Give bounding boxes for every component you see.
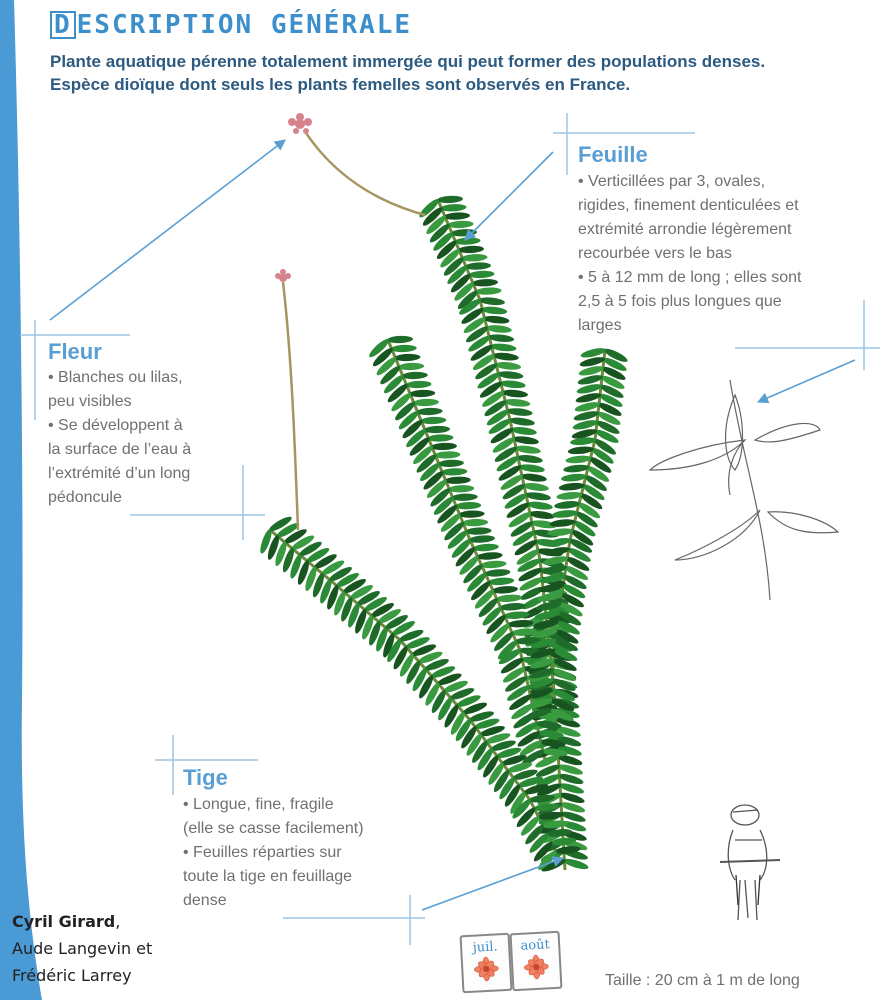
flower-peduncle	[304, 130, 425, 215]
flower-icon	[463, 954, 511, 986]
tige-line: dense	[183, 892, 227, 909]
credit-author-main: Cyril Girard	[12, 912, 116, 931]
leaf-detail-sketch	[650, 380, 838, 600]
feuille-line: larges	[578, 317, 622, 334]
feuille-line: • 5 à 12 mm de long ; elles sont	[578, 269, 802, 286]
feuille-text	[578, 170, 802, 338]
intro-line: Plante aquatique pérenne totalement immergée qui peut former des populations denses.	[50, 52, 766, 71]
size-text: Taille : 20 cm à 1 m de long	[605, 972, 800, 989]
fleur-line: peu visibles	[48, 393, 132, 410]
tige-text	[183, 793, 364, 913]
fleur-heading: Fleur	[48, 339, 102, 364]
feuille-heading: Feuille	[578, 142, 648, 167]
feuille-line: rigides, finement denticulées et	[578, 197, 799, 214]
fleur-text	[48, 366, 191, 510]
tige-line: toute la tige en feuillage	[183, 868, 353, 885]
feuille-line: recourbée vers le bas	[578, 245, 732, 262]
intro-line: Espèce dioïque dont seuls les plants femelles sont observés en France.	[50, 75, 631, 94]
human-scale-sketch	[720, 805, 780, 920]
fleur-line: • Blanches ou lilas,	[48, 369, 183, 386]
flowering-month-august	[510, 931, 563, 992]
title-initial: D	[50, 11, 76, 39]
fleur-line: la surface de l’eau à	[48, 441, 192, 458]
month-label: juil.	[472, 939, 498, 956]
flower-icon	[275, 269, 291, 282]
credit-line: Aude Langevin et	[12, 939, 153, 958]
feuille-line: • Verticillées par 3, ovales,	[578, 173, 766, 190]
tige-line: • Longue, fine, fragile	[183, 796, 334, 813]
fleur-line: l’extrémité d’un long	[48, 465, 191, 482]
tige-heading: Tige	[183, 765, 228, 790]
title-rest: ESCRIPTION GÉNÉRALE	[76, 10, 413, 40]
credits	[12, 908, 152, 989]
feuille-line: 2,5 à 5 fois plus longues que	[578, 293, 782, 310]
credit-sep: ,	[115, 912, 121, 931]
tige-line: • Feuilles réparties sur	[183, 844, 342, 861]
tige-line: (elle se casse facilement)	[183, 820, 364, 837]
plant-leaves	[258, 195, 629, 874]
fleur-line: • Se développent à	[48, 417, 183, 434]
flowering-month-july	[460, 933, 513, 994]
flower-peduncle	[283, 282, 298, 530]
flower-icon	[513, 952, 561, 984]
feuille-line: extrémité arrondie légèrement	[578, 221, 792, 238]
month-label: août	[520, 937, 551, 954]
credit-line: Frédéric Larrey	[12, 966, 132, 985]
fleur-line: pédoncule	[48, 489, 122, 506]
flower-icon	[288, 113, 312, 134]
